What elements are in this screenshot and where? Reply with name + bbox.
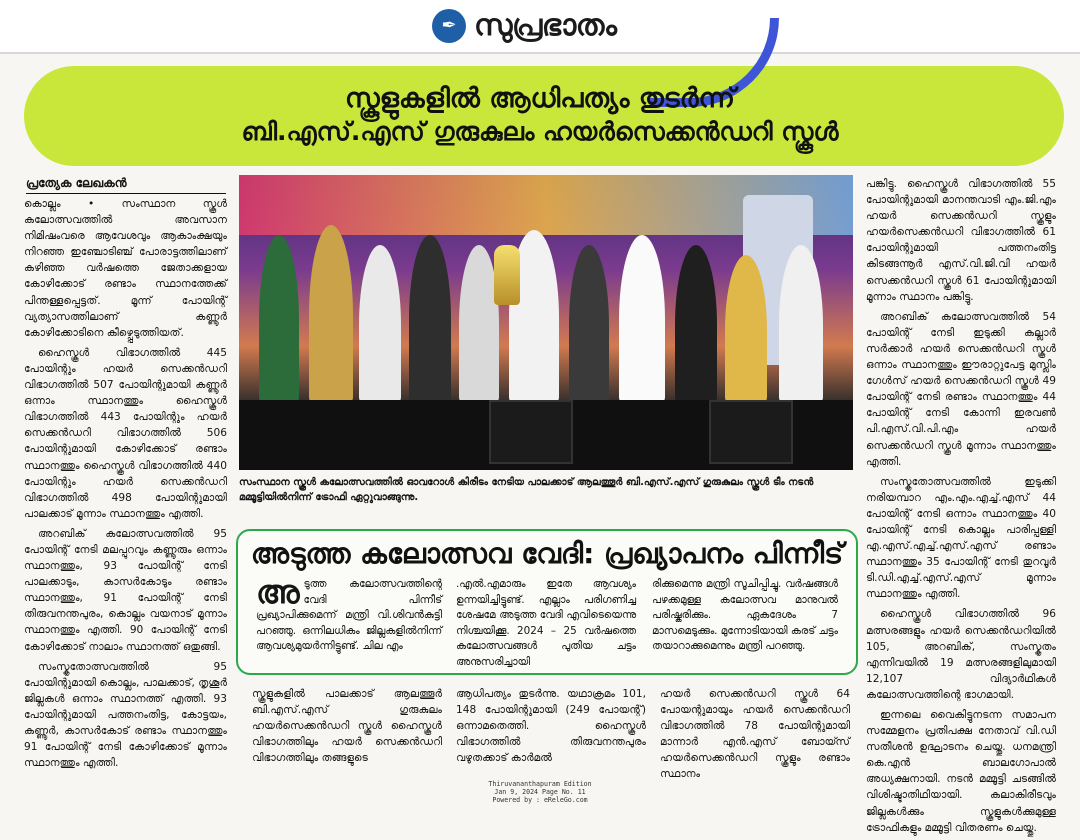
paragraph: പങ്കിട്ടു. ഹൈസ്കൂൾ വിഭാഗത്തിൽ 55 പോയിന്റുമായി മാനന്തവാടി എം.ജി.എം ഹയർ സെക്കൻഡറി സ്കൂളും ഹയർസെക്കൻഡറി വിഭാഗത്തിൽ 61 പോയിന്റുമായി പത്തനംതിട്ട കിടങ്ങന്നൂർ എസ്.വി.ജി.വി ഹയർ സെക്കൻഡറി സ്കൂൾ 61 പോയിന്റുമായി മൂന്നാം സ്ഥാനം പങ്കിട്ടു. <box>866 178 1056 303</box>
headline-line-2: ബി.എസ്.എസ് ഗുരുകുലം ഹയർസെക്കൻഡറി സ്കൂൾ <box>241 117 839 146</box>
person <box>619 235 665 405</box>
paragraph: ഹയർ സെക്കൻഡറി സ്കൂൾ 64 പോയന്റുമായും ഹയർ സെക്കൻഡറി വിഭാഗത്തിൽ 78 പോയിന്റുമായി മാന്നാർ എൻ.എസ് ബോയ്സ് ഹയർസെക്കൻഡറി സ്കൂളും രണ്ടാം സ്ഥാനം <box>660 688 850 781</box>
paragraph: സ്കൂളുകളിൽ പാലക്കാട് ആലത്തൂർ ബി.എസ്.എസ് ഗുരുകുലം ഹയർസെക്കൻഡറി സ്കൂൾ ഹൈസ്കൂൾ വിഭാഗത്തിലും ഹയർ സെക്കൻഡറി വിഭാഗത്തിലും തങ്ങളുടെ <box>252 688 442 765</box>
callout-column <box>456 577 636 671</box>
quill-icon: ✒ <box>432 9 466 43</box>
drop-cap: അ <box>256 573 300 611</box>
masthead <box>0 0 1080 54</box>
callout-box <box>236 529 858 675</box>
paragraph: കൊല്ലം • സംസ്ഥാന സ്കൂൾ കലോത്സവത്തിൽ അവസാന നിമിഷംവരെ ആവേശവും ആകാംക്ഷയും നിറഞ്ഞ ഇഞ്ചോടിഞ്ച് പോരാട്ടത്തിലാണ് കഴിഞ്ഞ വർഷത്തെ ജേതാക്കളായ കോഴിക്കോട് രണ്ടാം സ്ഥാനത്തേക്ക് പിന്തള്ളപ്പെട്ടത്. മൂന്ന് പോയിന്റ് വ്യത്യാസത്തിലാണ് കണ്ണൂർ കോഴിക്കോടിനെ കീഴ്പ്പെടുത്തിയത്. <box>24 198 227 339</box>
edition-footer <box>0 780 1080 804</box>
callout-text: ടുത്ത കലോത്സവത്തിന്റെ വേദി പിന്നീട് പ്രഖ്യാപിക്കുമെന്ന് മന്ത്രി വി.ശിവൻകുട്ടി പറഞ്ഞു. ഒന്നിലധികം ജില്ലകളിൽനിന്ന് ആവശ്യമുയർന്നിട്ടുണ്ട്. ചില എം <box>256 578 442 653</box>
paragraph: സംസ്കൃതോത്സവത്തിൽ 95 പോയിന്റുമായി കൊല്ലം, പാലക്കാട്, തൃശൂർ ജില്ലകൾ ഒന്നാം സ്ഥാനത്ത് എത്തി. 93 പോയിന്റുമായി പത്തനംതിട്ട, കോട്ടയം, കണ്ണൂർ, കാസർകോട് രണ്ടാം സ്ഥാനത്തും 91 പോയിന്റ് നേടി കോഴിക്കോട് മൂന്നാം സ്ഥാനത്തും എത്തി. <box>24 660 227 770</box>
person <box>569 245 609 405</box>
edition-date-page: Jan 9, 2024 Page No. 11 <box>494 788 586 796</box>
speaker <box>489 400 573 464</box>
paragraph: അറബിക് കലോത്സവത്തിൽ 54 പോയിന്റ് നേടി ഇടുക്കി കല്ലാർ സർക്കാർ ഹയർ സെക്കൻഡറി സ്കൂൾ ഒന്നാം സ്ഥാനത്തും ഈരാറ്റുപേട്ട മുസ്ലിം ഗേൾസ് ഹയർ സെക്കൻഡറി സ്കൂൾ 49 പോയിന്റ് നേടി രണ്ടാം സ്ഥാനത്തും 44 പോയിന്റ് നേടി കോന്നി ഇരവൺ പി.എസ്.വി.പി.എം ഹയർ സെക്കൻഡറി സ്കൂൾ മൂന്നാം സ്ഥാനത്തും എത്തി. <box>866 310 1056 468</box>
person <box>259 235 299 405</box>
speaker <box>709 400 793 464</box>
article-column-bottom-2 <box>456 686 646 770</box>
byline: പ്രത്യേക ലേഖകൻ <box>26 176 226 194</box>
edition-name: Thiruvananthapuram Edition <box>488 780 592 788</box>
paragraph: സംസ്കൃതോത്സവത്തിൽ ഇടുക്കി നരിയമ്പാറ എം.എം.എച്ച്.എസ് 44 പോയിന്റ് നേടി ഒന്നാം സ്ഥാനത്തും 40 പോയിന്റ് നേടി കൊല്ലം പാരിപ്പള്ളി എ.എസ്.എച്ച്.എസ്.എസ് രണ്ടാം സ്ഥാനത്തും 35 പോയിന്റ് നേടി തുറവൂർ ടി.ഡി.എച്ച്.എസ്.എസ് മൂന്നാം സ്ഥാനത്തും എത്തി. <box>866 475 1056 601</box>
headline-band <box>24 66 1064 166</box>
article-column-bottom-3 <box>660 686 850 787</box>
callout-text: രിക്കുമെന്നു മന്ത്രി സൂചിപ്പിച്ചു. വർഷങ്ങൾ പഴക്കമുള്ള കലോത്സവ മാനുവൽ പരിഷ്കരിക്കും. ഏകദേശം 7 മാസമെടുക്കും. മുന്നോടിയായി കരട് ചട്ടം തയാറാക്കുമെന്നും മന്ത്രി പറഞ്ഞു. <box>652 578 838 653</box>
callout-column <box>256 573 442 655</box>
person <box>309 225 353 405</box>
callout-text: .എൽ.എമാരും ഇതേ ആവശ്യം ഉന്നയിച്ചിട്ടുണ്ട്. എല്ലാം പരിഗണിച്ച ശേഷമേ അടുത്ത വേദി എവിടെയെന്നു നിശ്ചയിക്കൂ. 2024 – 25 വർഷത്തെ കലോത്സവങ്ങൾ പുതിയ ചട്ടം അനുസരിച്ചായി <box>456 578 636 668</box>
logo-text: സുപ്രഭാതം <box>474 8 617 43</box>
callout-column <box>652 577 838 655</box>
paragraph: ഇന്നലെ വൈകിട്ടുനടന്ന സമാപന സമ്മേളനം പ്രതിപക്ഷ നേതാവ് വി.ഡി സതീശൻ ഉദ്ഘാടനം ചെയ്തു. ധനമന്ത്രി കെ.എൻ ബാലഗോപാൽ അധ്യക്ഷനായി. നടൻ മമ്മൂട്ടി ചടങ്ങിൽ വിശിഷ്ടാതിഥിയായി. കലാകിരീടവും ജില്ലകൾക്കും സ്കൂളുകൾക്കുമുള്ള ട്രോഫികളും മമ്മൂട്ടി വിതരണം ചെയ്തു. <box>866 709 1056 834</box>
person <box>725 255 767 405</box>
article-column-right <box>866 176 1056 840</box>
person <box>675 245 717 405</box>
person <box>359 245 401 405</box>
article-column-left <box>24 196 227 775</box>
paragraph: ഹൈസ്കൂൾ വിഭാഗത്തിൽ 445 പോയിന്റും ഹയർ സെക്കൻഡറി വിഭാഗത്തിൽ 507 പോയിന്റുമായി കണ്ണൂർ ഒന്നാം സ്ഥാനത്തും ഹൈസ്കൂൾ വിഭാഗത്തിൽ 443 പോയിന്റും ഹയർ സെക്കൻഡറി വിഭാഗത്തിൽ 506 പോയിന്റുമായി കോഴിക്കോട് രണ്ടാം സ്ഥാനത്തും ഹൈസ്കൂൾ വിഭാഗത്തിൽ 440 പോയിന്റും ഹയർ സെക്കൻഡറി വിഭാഗത്തിൽ 498 പോയിന്റുമായി പാലക്കാട് മൂന്നാം സ്ഥാനത്തും എത്തി. <box>24 346 227 520</box>
paragraph: അറബിക് കലോത്സവത്തിൽ 95 പോയിന്റ് നേടി മലപ്പുറവും കണ്ണൂരും ഒന്നാം സ്ഥാനത്തും, 93 പോയിന്റ് നേടി പാലക്കാടും, കാസർകോടും രണ്ടാം സ്ഥാനത്തും, 91 പോയിന്റ് നേടി തിരുവനന്തപുരം, കൊല്ലം വയനാട് മൂന്നാം സ്ഥാനത്തും എത്തി. 90 പോയിന്റ് നേടി കോഴിക്കോട് നാലാം സ്ഥാനത്ത് ഒതുങ്ങി. <box>24 527 227 653</box>
powered-by: Powered by : eReleGo.com <box>492 796 588 804</box>
photo-caption: സംസ്ഥാന സ്കൂൾ കലോത്സവത്തിൽ ഓവറോൾ കിരീടം നേടിയ പാലക്കാട് ആലത്തൂർ ബി.എസ്.എസ് ഗുരുകുലം സ്കൂൾ ടീം നടൻ മമ്മൂട്ടിയിൽനിന്ന് ട്രോഫി ഏറ്റുവാങ്ങുന്നു. <box>239 477 814 503</box>
paragraph: ആധിപത്യം തുടർന്നു. യഥാക്രമം 101, 148 പോയിന്റുമായി (249 പോയന്റ്) ഒന്നാമതെത്തി. ഹൈസ്കൂൾ വിഭാഗത്തിൽ തിരുവനന്തപുരം വഴുതക്കാട് കാർമൽ <box>456 688 646 765</box>
person <box>459 245 499 405</box>
person <box>409 235 451 405</box>
event-photo <box>239 175 853 470</box>
callout-title: അടുത്ത കലോത്സവ വേദി: പ്രഖ്യാപനം പിന്നീട് <box>250 537 844 570</box>
person <box>779 245 823 405</box>
trophy <box>494 245 520 305</box>
article-column-bottom-1 <box>252 686 442 770</box>
paragraph: ഹൈസ്കൂൾ വിഭാഗത്തിൽ 96 മത്സരങ്ങളും ഹയർ സെക്കൻഡറിയിൽ 105, അറബിക്, സംസ്കൃതം എന്നിവയിൽ 19 മത്സരങ്ങളിലുമായി 12,107 വിദ്യാർഥികൾ കലോത്സവത്തിന്റെ ഭാഗമായി. <box>866 608 1056 701</box>
newspaper-logo <box>432 8 616 43</box>
headline-line-1: സ്കൂളുകളിൽ ആധിപത്യം തുടർന്ന് <box>345 83 735 114</box>
